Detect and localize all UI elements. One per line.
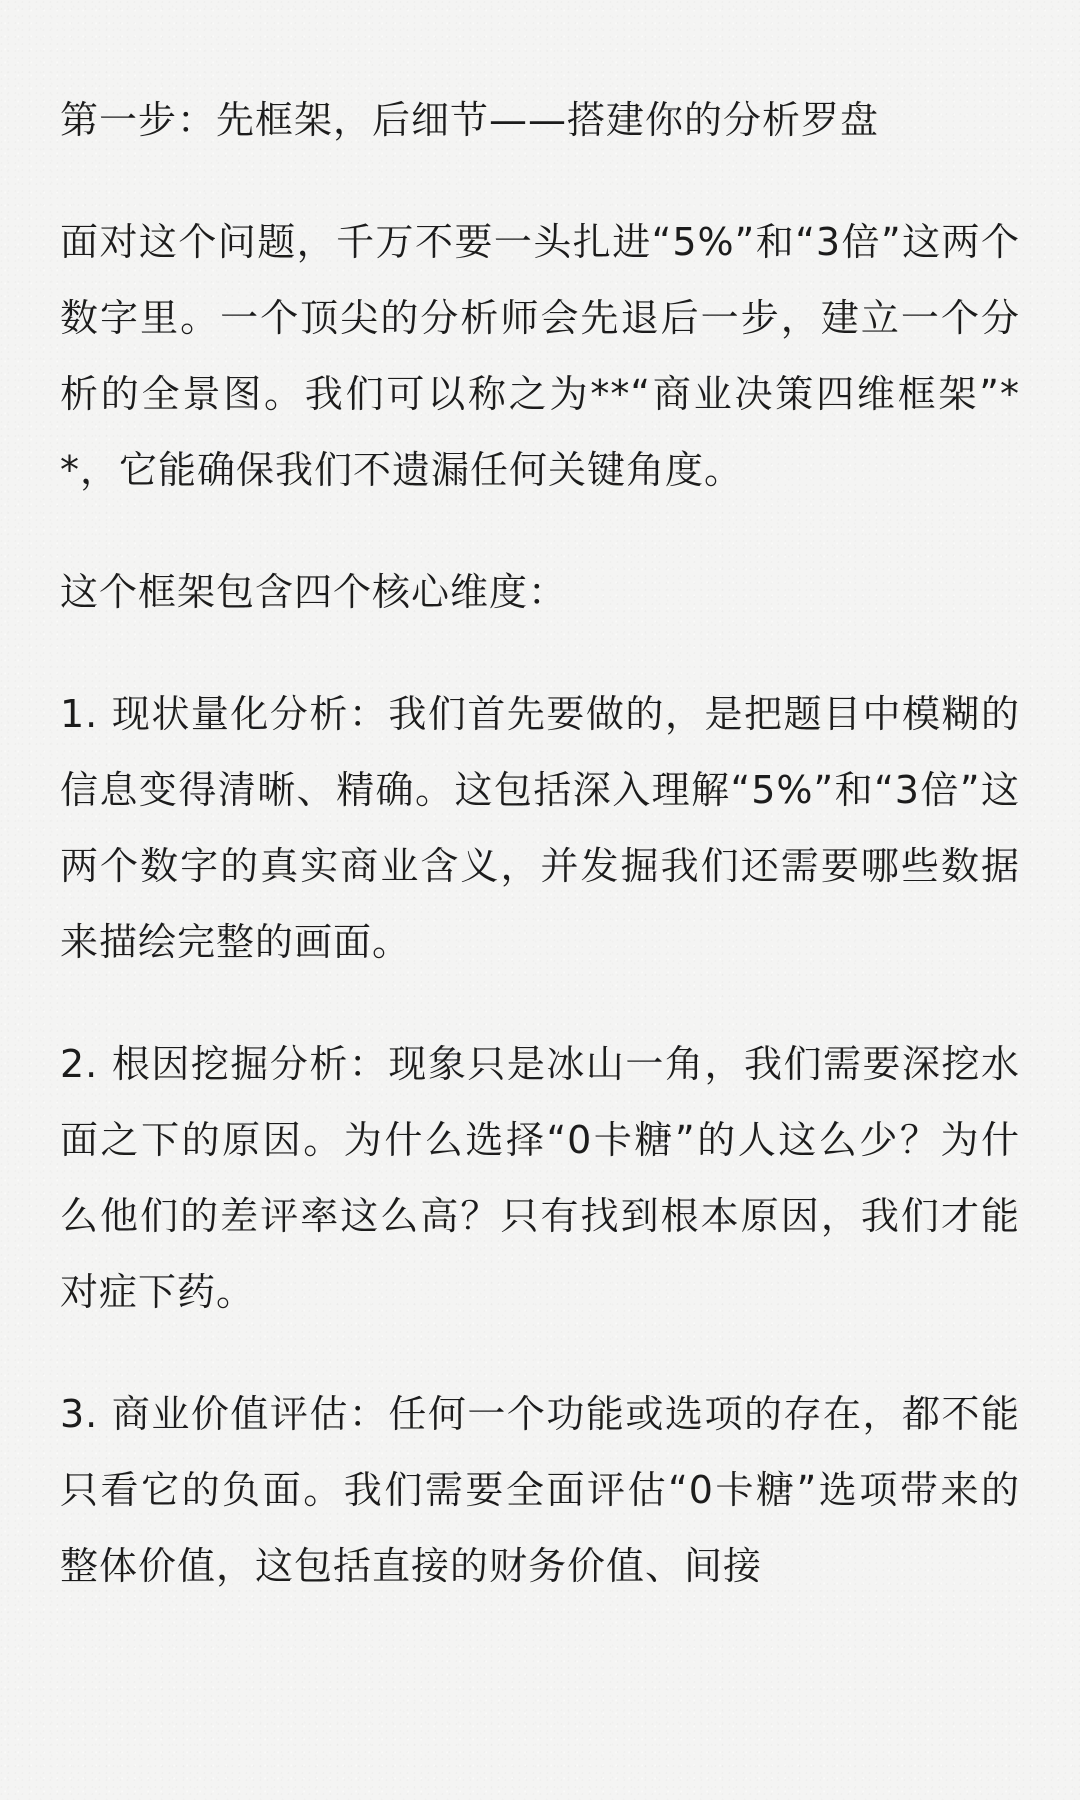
paragraph-intro: 面对这个问题，千万不要一头扎进“5%”和“3倍”这两个数字里。一个顶尖的分析师会先退后一步，建立一个分析的全景图。我们可以称之为**“商业决策四维框架”**，它能确保我们不遗漏任何关键角度。 [60, 220, 1020, 492]
paragraph-framework-lead: 这个框架包含四个核心维度： [60, 570, 568, 614]
paragraph-dimension-1: 1. 现状量化分析：我们首先要做的，是把题目中模糊的信息变得清晰、精确。这包括深入理解“5%”和“3倍”这两个数字的真实商业含义，并发掘我们还需要哪些数据来描绘完整的画面。 [60, 692, 1020, 964]
paragraph-dimension-2: 2. 根因挖掘分析：现象只是冰山一角，我们需要深挖水面之下的原因。为什么选择“0卡糖”的人这么少？为什么他们的差评率这么高？只有找到根本原因，我们才能对症下药。 [60, 1042, 1020, 1314]
section-title: 第一步：先框架，后细节——搭建你的分析罗盘 [60, 98, 880, 142]
paragraph-dimension-3: 3. 商业价值评估：任何一个功能或选项的存在，都不能只看它的负面。我们需要全面评估“0卡糖”选项带来的整体价值，这包括直接的财务价值、间接 [60, 1392, 1020, 1588]
